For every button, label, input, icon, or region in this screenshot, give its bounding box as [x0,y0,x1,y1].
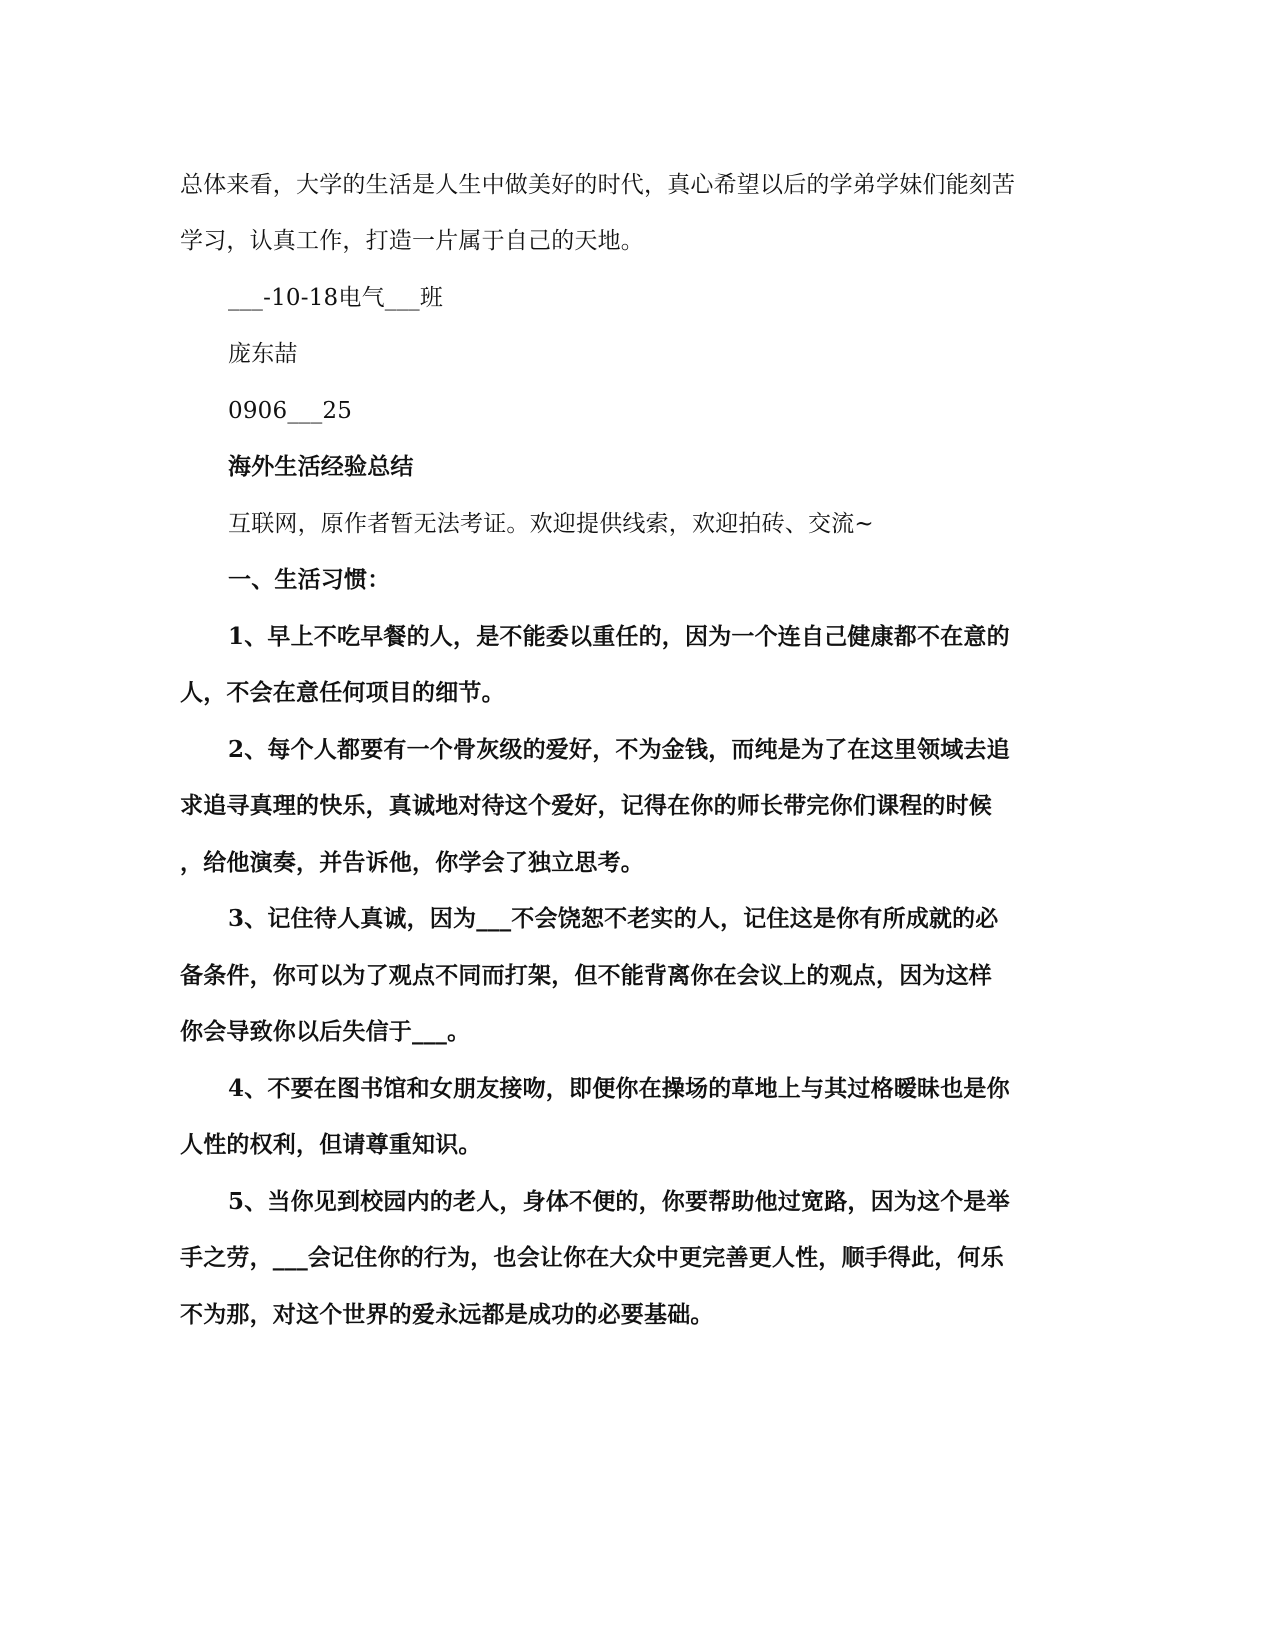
list-item-line: 你会导致你以后失信于___。 [180,1018,471,1045]
list-item-line: ，给他演奏，并告诉他，你学会了独立思考。 [180,849,644,876]
list-item-line: 5、当你见到校园内的老人，身体不便的，你要帮助他过宽路，因为这个是举 [228,1188,1010,1215]
author-name: 庞东喆 [228,341,298,367]
list-item-line: 手之劳，___会记住你的行为，也会让你在大众中更完善更人性，顺手得此，何乐 [180,1244,1004,1271]
section-title: 海外生活经验总结 [228,453,414,480]
list-item-line: 求追寻真理的快乐，真诚地对待这个爱好，记得在你的师长带完你们课程的时候 [180,792,992,819]
list-item-line: 不为那，对这个世界的爱永远都是成功的必要基础。 [180,1301,714,1328]
list-item-line: 3、记住待人真诚，因为___不会饶恕不老实的人，记住这是你有所成就的必 [228,905,999,932]
list-item-line: 1、早上不吃早餐的人，是不能委以重任的，因为一个连自己健康都不在意的 [228,623,1010,650]
list-item-line: 4、不要在图书馆和女朋友接吻，即便你在操场的草地上与其过格暧昧也是你 [228,1075,1010,1102]
list-item-line: 备条件，你可以为了观点不同而打架，但不能背离你在会议上的观点，因为这样 [180,962,992,989]
list-item-line: 人性的权利，但请尊重知识。 [180,1131,482,1158]
student-id: 0906___25 [228,398,353,424]
date-class-line: ___-10-18电气___班 [228,285,444,311]
list-item-line: 人，不会在意任何项目的细节。 [180,679,505,706]
paragraph-line: 学习，认真工作，打造一片属于自己的天地。 [180,228,644,254]
source-note: 互联网，原作者暂无法考证。欢迎提供线索，欢迎拍砖、交流~ [228,511,874,537]
paragraph-line: 总体来看，大学的生活是人生中做美好的时代，真心希望以后的学弟学妹们能刻苦 [180,172,1016,198]
section-heading: 一、生活习惯： [228,566,391,593]
list-item-line: 2、每个人都要有一个骨灰级的爱好，不为金钱，而纯是为了在这里领域去追 [228,736,1010,763]
